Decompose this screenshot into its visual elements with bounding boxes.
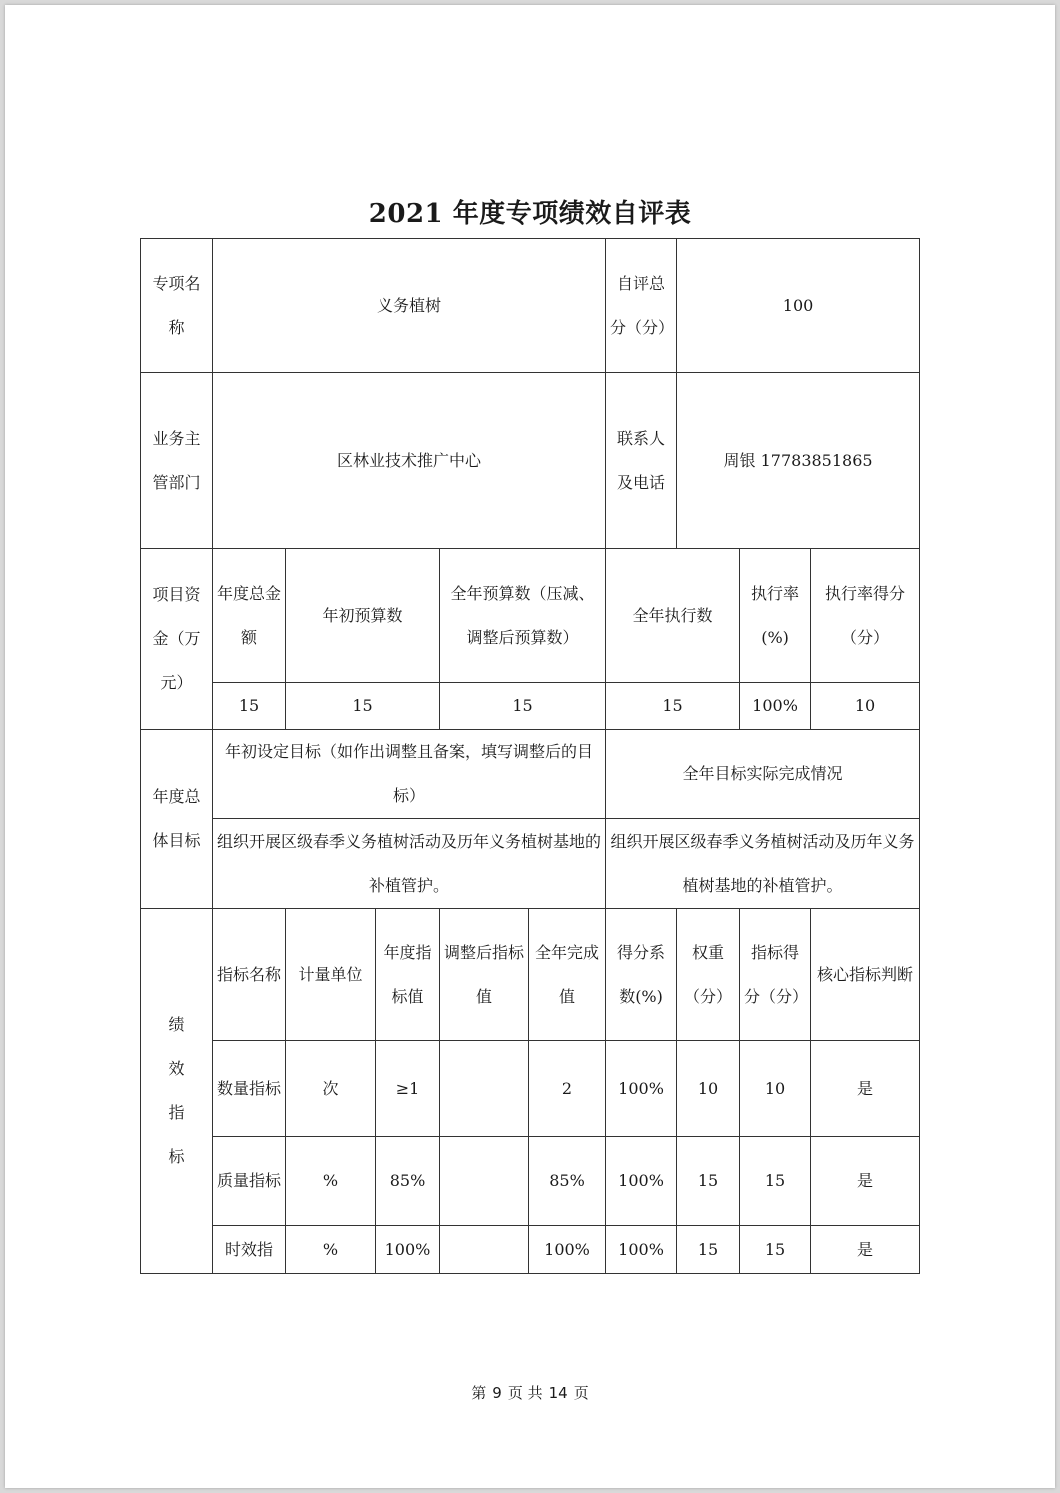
funds-initial-value: 15 — [286, 683, 440, 730]
funds-rate-score-header: 执行率得分（分） — [811, 549, 920, 683]
funds-values-row — [141, 683, 920, 730]
indicator-adjusted-header: 调整后指标值 — [440, 909, 529, 1041]
indicator-coef: 100% — [606, 1137, 677, 1226]
indicator-coef: 100% — [606, 1226, 677, 1274]
funds-rate-header: 执行率(%) — [740, 549, 811, 683]
goals-planned-header: 年初设定目标（如作出调整且备案，填写调整后的目标） — [213, 730, 606, 819]
funds-executed-header: 全年执行数 — [606, 549, 740, 683]
indicator-name: 质量指标 — [213, 1137, 286, 1226]
indicator-score-header: 指标得分（分） — [740, 909, 811, 1041]
page-title: 2021 年度专项绩效自评表 — [368, 199, 692, 229]
indicator-target: 85% — [376, 1137, 440, 1226]
footer-total-pages: 14 — [548, 1384, 568, 1402]
indicators-label: 绩效指标 — [141, 909, 213, 1274]
indicators-header-row — [141, 909, 920, 1041]
indicator-name: 数量指标 — [213, 1041, 286, 1137]
goals-values-row — [141, 819, 920, 909]
performance-table — [140, 238, 920, 1274]
self-score-label: 自评总分（分） — [606, 239, 677, 373]
goals-planned-value: 组织开展区级春季义务植树活动及历年义务植树基地的补植管护。 — [213, 819, 606, 909]
indicator-actual: 2 — [529, 1041, 606, 1137]
indicator-weight: 15 — [677, 1226, 740, 1274]
funds-initial-header: 年初预算数 — [286, 549, 440, 683]
indicator-weight-header: 权重（分） — [677, 909, 740, 1041]
self-score-value: 100 — [677, 239, 920, 373]
contact-value: 周银 17783851865 — [677, 373, 920, 549]
indicator-unit: 次 — [286, 1041, 376, 1137]
page-footer — [0, 1382, 1060, 1403]
table-row — [141, 1041, 920, 1137]
project-name-value: 义务植树 — [213, 239, 606, 373]
table-row — [141, 1137, 920, 1226]
indicator-adjusted — [440, 1137, 529, 1226]
indicator-coef-header: 得分系数(%) — [606, 909, 677, 1041]
funds-rate-score-value: 10 — [811, 683, 920, 730]
funds-rate-value: 100% — [740, 683, 811, 730]
indicator-score: 15 — [740, 1226, 811, 1274]
funds-adjusted-value: 15 — [440, 683, 606, 730]
indicator-target: ≥1 — [376, 1041, 440, 1137]
indicator-core: 是 — [811, 1041, 920, 1137]
funds-header-row — [141, 549, 920, 683]
department-row — [141, 373, 920, 549]
funds-adjusted-header: 全年预算数（压减、调整后预算数） — [440, 549, 606, 683]
indicator-unit: % — [286, 1137, 376, 1226]
indicator-core: 是 — [811, 1226, 920, 1274]
goals-label: 年度总体目标 — [141, 730, 213, 909]
footer-suffix: 页 — [573, 1384, 589, 1402]
indicator-weight: 15 — [677, 1137, 740, 1226]
indicator-score: 10 — [740, 1041, 811, 1137]
funds-total-header: 年度总金额 — [213, 549, 286, 683]
contact-label: 联系人及电话 — [606, 373, 677, 549]
table-row — [141, 1226, 920, 1274]
indicator-adjusted — [440, 1041, 529, 1137]
indicator-name-header: 指标名称 — [213, 909, 286, 1041]
project-row — [141, 239, 920, 373]
indicator-unit: % — [286, 1226, 376, 1274]
indicator-name: 时效指 — [213, 1226, 286, 1274]
department-label: 业务主管部门 — [141, 373, 213, 549]
indicator-core-header: 核心指标判断 — [811, 909, 920, 1041]
indicator-core: 是 — [811, 1137, 920, 1226]
indicator-coef: 100% — [606, 1041, 677, 1137]
indicator-target: 100% — [376, 1226, 440, 1274]
indicator-actual: 100% — [529, 1226, 606, 1274]
indicator-weight: 10 — [677, 1041, 740, 1137]
funds-label: 项目资金（万元） — [141, 549, 213, 730]
footer-prefix: 第 — [471, 1384, 487, 1402]
funds-executed-value: 15 — [606, 683, 740, 730]
department-value: 区林业技术推广中心 — [213, 373, 606, 549]
funds-total-value: 15 — [213, 683, 286, 730]
indicator-score: 15 — [740, 1137, 811, 1226]
footer-page-number: 9 — [492, 1384, 502, 1402]
indicator-adjusted — [440, 1226, 529, 1274]
goals-header-row — [141, 730, 920, 819]
indicator-actual-header: 全年完成值 — [529, 909, 606, 1041]
footer-mid: 页 共 — [507, 1384, 543, 1402]
goals-actual-header: 全年目标实际完成情况 — [606, 730, 920, 819]
indicator-target-header: 年度指标值 — [376, 909, 440, 1041]
goals-actual-value: 组织开展区级春季义务植树活动及历年义务植树基地的补植管护。 — [606, 819, 920, 909]
indicator-actual: 85% — [529, 1137, 606, 1226]
indicator-unit-header: 计量单位 — [286, 909, 376, 1041]
project-name-label: 专项名称 — [141, 239, 213, 373]
